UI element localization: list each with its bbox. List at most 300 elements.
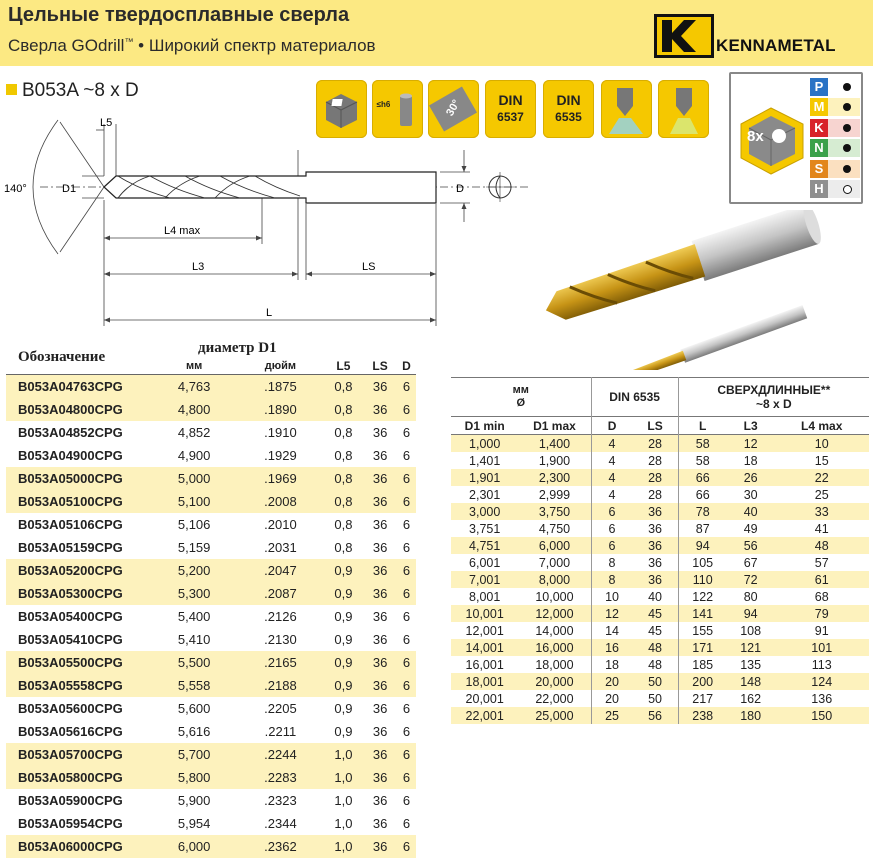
cell-ls: 36 — [363, 467, 397, 490]
table-row — [6, 605, 416, 628]
table-cell: 18 — [591, 656, 632, 673]
table-cell: 66 — [678, 469, 727, 486]
cell-inch: .2188 — [237, 674, 323, 697]
material-row — [810, 119, 860, 137]
table-cell: 22,001 — [451, 707, 518, 724]
table-cell: 4 — [591, 435, 632, 453]
cell-mm: 4,800 — [151, 398, 237, 421]
cell-l5: 1,0 — [324, 835, 364, 858]
table-cell: 12 — [727, 435, 775, 453]
suitable-dot-icon — [843, 124, 851, 132]
subtitle-materials: Широкий спектр материалов — [148, 36, 376, 55]
subtitle-product: Сверла GOdrill — [8, 36, 125, 55]
table-cell: 124 — [774, 673, 869, 690]
cell-mm: 5,410 — [177, 632, 211, 647]
table-cell: 150 — [774, 707, 869, 724]
cell-ls: 36 — [363, 375, 397, 399]
table-cell: 50 — [648, 691, 662, 706]
cell-l5: 1,0 — [324, 743, 364, 766]
cell-l5: 0,9 — [334, 724, 353, 739]
material-letter: M — [810, 98, 828, 116]
cell-ls: 36 — [363, 490, 397, 513]
table-cell: 10,001 — [451, 605, 518, 622]
col-inch: дюйм — [237, 357, 323, 375]
table-cell: 4 — [591, 452, 632, 469]
table-cell: 79 — [774, 605, 869, 622]
cell-l5: 0,8 — [324, 398, 364, 421]
cell-code: B053A04900CPG — [18, 448, 123, 463]
table-cell: 94 — [678, 537, 727, 554]
table-cell: 66 — [678, 486, 727, 503]
table-row — [6, 421, 416, 444]
cell-inch: .2031 — [264, 540, 297, 555]
table-cell: 1,000 — [451, 435, 518, 453]
kennametal-logo-icon — [654, 14, 714, 58]
angle-label: 140° — [4, 183, 27, 195]
cell-inch: .1875 — [237, 375, 323, 399]
table-cell: 14 — [591, 622, 632, 639]
table-cell: 155 — [678, 622, 727, 639]
table-row — [451, 690, 869, 707]
dimension-table — [451, 377, 869, 724]
table-cell: 20,001 — [465, 691, 504, 706]
table-cell: 48 — [632, 639, 678, 656]
table-cell: 45 — [632, 605, 678, 622]
table-cell: 18,001 — [451, 673, 518, 690]
table-cell: 1,901 — [451, 469, 518, 486]
cell-mm: 5,500 — [151, 651, 237, 674]
table-cell: 6,001 — [469, 555, 501, 570]
table-row — [6, 674, 416, 697]
dimension-table-body — [451, 435, 869, 725]
table-cell: 122 — [678, 588, 727, 605]
table-cell: 28 — [648, 487, 662, 502]
cell-d: 6 — [397, 582, 416, 605]
group-extra-long: СВЕРХДЛИННЫЕ** — [717, 383, 831, 397]
table-cell: 217 — [678, 690, 727, 707]
cell-code: B053A05100CPG — [6, 490, 151, 513]
table-cell: 6 — [591, 537, 632, 554]
table-cell: 8,001 — [469, 589, 501, 604]
table-cell: 4 — [591, 486, 632, 503]
table-row — [6, 513, 416, 536]
table-cell: 1,900 — [538, 453, 571, 468]
table-cell: 20 — [591, 690, 632, 707]
table-cell: 58 — [678, 452, 727, 469]
table-cell: 10 — [591, 588, 632, 605]
col-header: D1 min — [464, 418, 505, 433]
din-6535-icon — [543, 80, 594, 138]
cell-inch: .2008 — [237, 490, 323, 513]
table-cell: 8,000 — [518, 571, 591, 588]
table-cell: 50 — [632, 673, 678, 690]
table-cell: 121 — [727, 639, 775, 656]
material-suitability-box — [729, 72, 863, 204]
cell-d: 6 — [402, 632, 411, 647]
table-row — [6, 743, 416, 766]
cell-d: 6 — [397, 467, 416, 490]
table-row — [6, 444, 416, 467]
cell-d: 6 — [397, 743, 416, 766]
table-cell: 68 — [814, 589, 829, 604]
table-cell: 28 — [632, 435, 678, 453]
table-cell: 12,001 — [465, 623, 504, 638]
cell-inch: .2010 — [264, 517, 297, 532]
table-row — [6, 651, 416, 674]
cell-inch: .2244 — [237, 743, 323, 766]
table-row — [6, 582, 416, 605]
table-cell: 12 — [591, 605, 632, 622]
table-row — [6, 812, 416, 835]
table-cell: 20 — [591, 673, 632, 690]
cell-ls: 36 — [363, 559, 397, 582]
d-label: D — [456, 183, 464, 195]
cell-ls: 36 — [372, 540, 388, 555]
cell-mm: 5,558 — [151, 674, 237, 697]
col-d: D — [397, 357, 416, 375]
cell-l5: 0,9 — [334, 701, 353, 716]
cell-d: 6 — [402, 816, 411, 831]
din-6535-top: DIN — [556, 92, 581, 108]
cell-inch: .2283 — [237, 766, 323, 789]
table-cell: 28 — [632, 469, 678, 486]
material-letter: N — [810, 139, 828, 157]
table-row — [451, 537, 869, 554]
cell-mm: 5,800 — [151, 766, 237, 789]
table-row — [451, 707, 869, 724]
cell-l5: 1,0 — [324, 766, 364, 789]
table-cell: 28 — [648, 453, 662, 468]
table-cell: 20,000 — [518, 673, 591, 690]
din-6535-bottom: 6535 — [555, 110, 582, 124]
table-cell: 108 — [740, 623, 762, 638]
table-cell: 22 — [774, 469, 869, 486]
table-row — [451, 605, 869, 622]
table-row — [451, 588, 869, 605]
cell-d: 6 — [402, 517, 411, 532]
table-row — [451, 469, 869, 486]
material-row — [810, 160, 860, 178]
cell-ls: 36 — [363, 582, 397, 605]
table-row — [451, 435, 869, 453]
cell-ls: 36 — [372, 448, 388, 463]
cell-l5: 0,8 — [324, 375, 364, 399]
table-row — [6, 835, 416, 858]
table-cell: 185 — [678, 656, 727, 673]
cell-l5: 0,9 — [324, 651, 364, 674]
dimension-table-header — [451, 417, 869, 435]
table-cell: 22,000 — [535, 691, 574, 706]
cell-ls: 36 — [372, 701, 388, 716]
cell-inch: .2344 — [264, 816, 297, 831]
table-cell: 56 — [632, 707, 678, 724]
table-row — [451, 571, 869, 588]
end-view-icon — [486, 172, 516, 202]
cell-code: B053A05600CPG — [18, 701, 123, 716]
cell-code: B053A05700CPG — [6, 743, 151, 766]
cell-d: 6 — [402, 448, 411, 463]
table-cell: 101 — [774, 639, 869, 656]
suitable-dot-icon — [843, 165, 851, 173]
cell-l5: 0,9 — [324, 674, 364, 697]
table-cell: 136 — [811, 691, 833, 706]
shank-tolerance-text: ≤h6 — [376, 100, 391, 109]
cell-mm: 5,100 — [151, 490, 237, 513]
table-cell: 18,000 — [535, 657, 574, 672]
cell-code: B053A05300CPG — [6, 582, 151, 605]
brand-name: KENNAMETAL — [716, 36, 836, 55]
cell-d: 6 — [397, 490, 416, 513]
table-row — [6, 766, 416, 789]
table-row — [451, 486, 869, 503]
table-cell: 78 — [678, 503, 727, 520]
cell-mm: 4,763 — [151, 375, 237, 399]
col-ls: LS — [363, 357, 397, 375]
suitable-dot-icon — [843, 83, 851, 91]
cell-d: 6 — [397, 674, 416, 697]
cell-l5: 0,9 — [324, 582, 364, 605]
cell-mm: 5,954 — [177, 816, 211, 831]
drill-depth-label: 8x — [747, 128, 764, 145]
table-cell: 48 — [648, 657, 662, 672]
cell-l5: 1,0 — [334, 816, 353, 831]
table-cell: 91 — [814, 623, 829, 638]
l-label: L — [266, 307, 273, 319]
cell-inch: .2205 — [264, 701, 297, 716]
cell-d: 6 — [397, 766, 416, 789]
table-cell: 87 — [678, 520, 727, 537]
page-title: Цельные твердосплавные сверла — [8, 4, 350, 26]
cell-ls: 36 — [363, 651, 397, 674]
material-letter: S — [810, 160, 828, 178]
table-cell: 94 — [727, 605, 775, 622]
cell-ls: 36 — [363, 835, 397, 858]
table-cell: 16,001 — [465, 657, 504, 672]
table-cell: 141 — [678, 605, 727, 622]
ls-label: LS — [362, 261, 376, 273]
cell-ls: 36 — [363, 743, 397, 766]
table-cell: 16 — [591, 639, 632, 656]
col-header: L — [678, 417, 727, 435]
table-cell: 1,401 — [469, 453, 501, 468]
cell-d: 6 — [402, 793, 411, 808]
cell-code: B053A05500CPG — [6, 651, 151, 674]
table-row — [451, 639, 869, 656]
cell-mm: 5,600 — [177, 701, 211, 716]
cell-l5: 0,8 — [334, 448, 353, 463]
cell-inch: .1969 — [237, 467, 323, 490]
cell-l5: 1,0 — [334, 793, 353, 808]
table-cell: 2,300 — [518, 469, 591, 486]
cell-ls: 36 — [363, 674, 397, 697]
cell-l5: 0,8 — [334, 517, 353, 532]
page-subtitle — [8, 36, 376, 56]
table-cell: 40 — [727, 503, 775, 520]
table-cell: 4,751 — [451, 537, 518, 554]
table-cell: 33 — [774, 503, 869, 520]
cell-ls: 36 — [363, 398, 397, 421]
group-extra-long-ratio: ~8 x D — [755, 397, 792, 411]
cell-code: B053A05159CPG — [18, 540, 123, 555]
unsuitable-dot-icon — [843, 185, 852, 194]
table-row — [6, 398, 416, 421]
table-cell: 105 — [678, 554, 727, 571]
col-header: L3 — [743, 418, 758, 433]
table-cell: 3,750 — [518, 503, 591, 520]
table-cell: 162 — [740, 691, 762, 706]
l5-label: L5 — [100, 117, 113, 129]
cell-mm: 5,616 — [177, 724, 211, 739]
cell-code: B053A05000CPG — [6, 467, 151, 490]
cell-mm: 5,700 — [151, 743, 237, 766]
d1-label: D1 — [62, 183, 77, 195]
table-cell: 8 — [591, 554, 632, 571]
din-6537-top: DIN — [498, 92, 523, 108]
cell-inch: .2126 — [264, 609, 297, 624]
col-header: LS — [647, 418, 663, 433]
table-row — [6, 720, 416, 743]
cell-code: B053A05200CPG — [6, 559, 151, 582]
table-row — [451, 554, 869, 571]
product-table — [6, 340, 416, 858]
table-cell: 36 — [632, 571, 678, 588]
cell-l5: 0,8 — [324, 467, 364, 490]
table-cell: 36 — [648, 521, 662, 536]
table-cell: 61 — [774, 571, 869, 588]
table-cell: 110 — [678, 571, 727, 588]
cell-d: 6 — [402, 609, 411, 624]
cell-ls: 36 — [372, 816, 388, 831]
table-cell: 7,000 — [538, 555, 571, 570]
cell-code: B053A06000CPG — [6, 835, 151, 858]
table-cell: 67 — [743, 555, 758, 570]
table-row — [451, 452, 869, 469]
cell-mm: 4,852 — [177, 425, 211, 440]
table-row — [6, 559, 416, 582]
table-row — [6, 467, 416, 490]
table-cell: 135 — [740, 657, 762, 672]
table-cell: 6,000 — [518, 537, 591, 554]
cell-mm: 5,000 — [151, 467, 237, 490]
cell-code: B053A05400CPG — [18, 609, 123, 624]
cell-code: B053A05616CPG — [18, 724, 123, 739]
material-row — [810, 180, 860, 198]
table-cell: 180 — [727, 707, 775, 724]
table-cell: 36 — [648, 555, 662, 570]
cell-d: 6 — [397, 375, 416, 399]
table-cell: 2,301 — [469, 487, 501, 502]
col-mm: мм — [151, 357, 237, 375]
table-row — [6, 628, 416, 651]
cell-inch: .2047 — [237, 559, 323, 582]
material-letter: K — [810, 119, 828, 137]
table-cell: 18 — [743, 453, 758, 468]
cell-mm: 5,300 — [151, 582, 237, 605]
table-cell: 36 — [632, 537, 678, 554]
din-6537-bottom: 6537 — [497, 110, 524, 124]
table-cell: 6 — [591, 503, 632, 520]
cell-code: B053A05410CPG — [18, 632, 123, 647]
cell-inch: .2130 — [264, 632, 297, 647]
table-row — [6, 375, 416, 399]
table-cell: 14,001 — [451, 639, 518, 656]
table-cell: 1,400 — [518, 435, 591, 453]
header-band — [0, 0, 873, 66]
cell-ls: 36 — [372, 724, 388, 739]
cell-inch: .2087 — [237, 582, 323, 605]
cell-d: 6 — [397, 651, 416, 674]
cell-d: 6 — [397, 559, 416, 582]
cell-ls: 36 — [372, 609, 388, 624]
cell-d: 6 — [397, 835, 416, 858]
col-l5: L5 — [324, 357, 364, 375]
product-table-body — [6, 375, 416, 859]
table-cell: 7,001 — [451, 571, 518, 588]
cell-d: 6 — [402, 701, 411, 716]
table-cell: 238 — [678, 707, 727, 724]
table-cell: 12,000 — [518, 605, 591, 622]
table-cell: 16,000 — [518, 639, 591, 656]
table-row — [451, 656, 869, 673]
table-cell: 36 — [632, 503, 678, 520]
table-cell: 25 — [814, 487, 829, 502]
cell-code: B053A05558CPG — [6, 674, 151, 697]
subtitle-trademark: ™ — [124, 36, 134, 47]
table-cell: 40 — [648, 589, 662, 604]
table-cell: 3,000 — [451, 503, 518, 520]
table-cell: 57 — [814, 555, 829, 570]
table-row — [451, 503, 869, 520]
cell-d: 6 — [402, 724, 411, 739]
table-row — [6, 697, 416, 720]
material-row — [810, 98, 860, 116]
table-row — [451, 673, 869, 690]
table-cell: 148 — [727, 673, 775, 690]
table-cell: 25,000 — [518, 707, 591, 724]
cell-inch: .1910 — [264, 425, 297, 440]
group-din: DIN 6535 — [591, 378, 678, 417]
cell-ls: 36 — [372, 425, 388, 440]
table-cell: 25 — [591, 707, 632, 724]
table-cell: 56 — [727, 537, 775, 554]
cell-d: 6 — [402, 540, 411, 555]
table-cell: 4,750 — [538, 521, 571, 536]
cell-mm: 5,106 — [177, 517, 211, 532]
material-letter: H — [810, 180, 828, 198]
drill-dimension-drawing — [0, 110, 540, 332]
cell-mm: 4,900 — [177, 448, 211, 463]
table-cell: 6 — [591, 520, 632, 537]
cell-inch: .2211 — [264, 724, 297, 739]
table-row — [451, 622, 869, 639]
table-cell: 45 — [648, 623, 662, 638]
cell-inch: .1929 — [264, 448, 297, 463]
drill-product-photo — [530, 210, 840, 370]
external-coolant-icon — [658, 80, 709, 138]
table-cell: 8 — [591, 571, 632, 588]
cell-mm: 5,159 — [177, 540, 211, 555]
table-cell: 10,000 — [535, 589, 574, 604]
col-header: D — [591, 417, 632, 435]
subtitle-bullet: • — [138, 36, 145, 55]
group-mm: мм — [512, 384, 529, 396]
table-row — [6, 536, 416, 559]
cell-d: 6 — [397, 398, 416, 421]
table-cell: 200 — [678, 673, 727, 690]
cell-mm: 5,200 — [151, 559, 237, 582]
table-cell: 48 — [774, 537, 869, 554]
table-cell: 3,751 — [469, 521, 501, 536]
